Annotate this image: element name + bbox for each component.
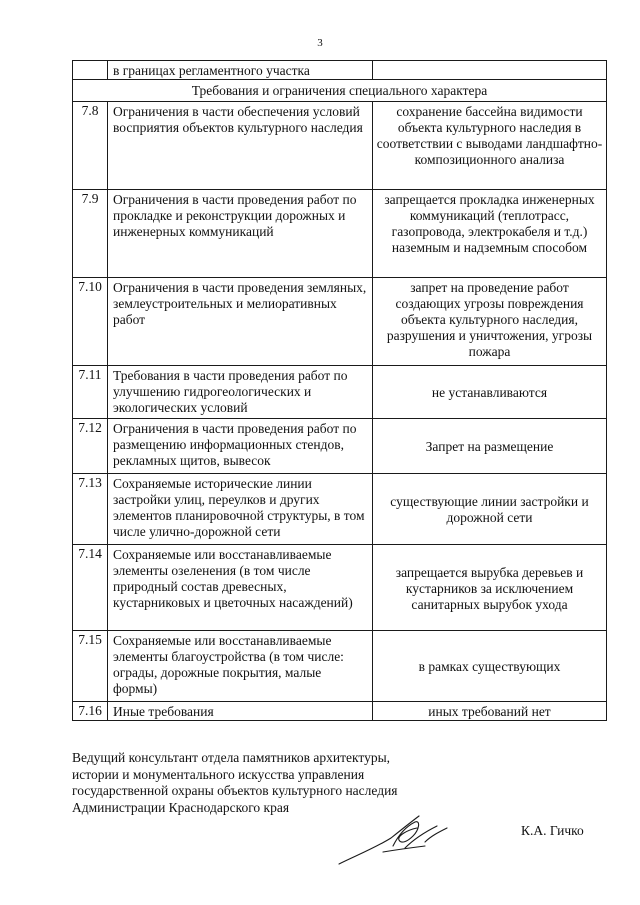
section-header-row [73,80,607,102]
table-row [73,366,607,419]
row-number: 7.16 [73,702,108,721]
table-row [73,474,607,545]
row-value: запрещается вырубка деревьев и кустарников за исключением санитарных вырубок ухода [373,545,607,631]
row-value: Запрет на размещение [373,419,607,474]
row-number: 7.13 [73,474,108,545]
table-row [73,61,607,80]
row-requirement: Сохраняемые или восстанавливаемые элементы благоустройства (в том числе: ограды, дорожные покрытия, малые формы) [108,631,373,702]
row-number: 7.14 [73,545,108,631]
row-requirement: Сохраняемые или восстанавливаемые элементы озеленения (в том числе природный состав древесных, кустарниковых и цветочных насаждений) [108,545,373,631]
table-row [73,702,607,721]
row-number: 7.8 [73,102,108,190]
row-value: сохранение бассейна видимости объекта культурного наследия в соответствии с выводами ландшафтно-композиционного анализа [373,102,607,190]
signature-mark [335,808,455,868]
row-value: не устанавливаются [373,366,607,419]
row-requirement: Ограничения в части проведения работ по прокладке и реконструкции дорожных и инженерных коммуникаций [108,190,373,278]
row-requirement: Требования в части проведения работ по улучшению гидрогеологических и экологических условий [108,366,373,419]
row-number: 7.10 [73,278,108,366]
row-requirement: Сохраняемые исторические линии застройки улиц, переулков и других элементов планировочной структуры, в том числе улично-дорожной сети [108,474,373,545]
row-value: существующие линии застройки и дорожной сети [373,474,607,545]
row-value: в рамках существующих [373,631,607,702]
row-requirement: Ограничения в части проведения земляных, землеустроительных и мелиоративных работ [108,278,373,366]
table-row [73,545,607,631]
row-requirement: Ограничения в части проведения работ по размещению информационных стендов, рекламных щитов, вывесок [108,419,373,474]
row-number [73,61,108,80]
row-requirement: Иные требования [108,702,373,721]
row-value [373,61,607,80]
table-row [73,278,607,366]
row-value: запрет на проведение работ создающих угрозы повреждения объекта культурного наследия, разрушения и уничтожения, угрозы пожара [373,278,607,366]
signer-name: К.А. Гичко [521,823,584,838]
table-row [73,190,607,278]
row-requirement: в границах регламентного участка [108,61,373,80]
row-value: запрещается прокладка инженерных коммуникаций (теплотрасс, газопровода, электрокабеля и т.д.) наземным и надземным способом [373,190,607,278]
signatory-position: Ведущий консультант отдела памятников архитектуры, истории и монументального искусства управления государственной охраны объектов культурного наследия Администрации Краснодарского края [72,750,398,815]
row-number: 7.9 [73,190,108,278]
table-row [73,102,607,190]
row-requirement: Ограничения в части обеспечения условий восприятия объектов культурного наследия [108,102,373,190]
table-row [73,419,607,474]
page-number: 3 [317,37,323,49]
row-value: иных требований нет [373,702,607,721]
row-number: 7.11 [73,366,108,419]
section-title: Требования и ограничения специального характера [73,80,607,102]
requirements-table [72,60,607,721]
row-number: 7.12 [73,419,108,474]
row-number: 7.15 [73,631,108,702]
table-row [73,631,607,702]
